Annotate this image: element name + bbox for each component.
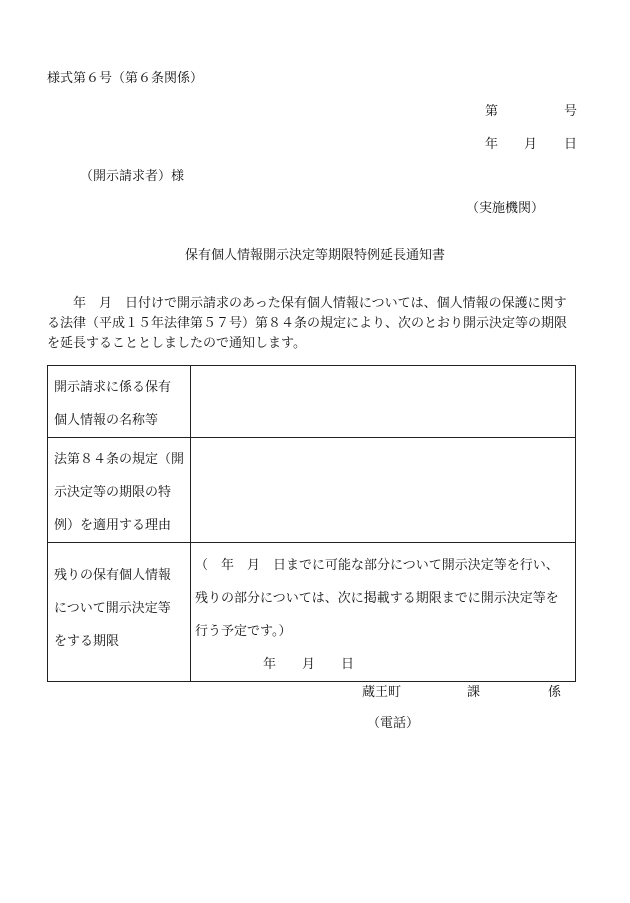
row-label-line: 開示請求に係る保有 xyxy=(54,380,172,395)
form-number-label: 様式第６号（第６条関係） xyxy=(47,71,204,86)
footer-phone: （電話） xyxy=(367,716,420,731)
footer-section: 課 xyxy=(467,685,481,700)
issuing-agency: （実施機関） xyxy=(466,201,545,216)
row-value-line: 行う予定です。） xyxy=(195,624,292,639)
row-label-cell xyxy=(48,366,191,438)
row-label-line: 例）を適用する理由 xyxy=(54,518,172,533)
row-label-cell xyxy=(48,438,191,543)
addressee: （開示請求者）様 xyxy=(80,169,185,184)
date-year: 年 xyxy=(485,137,499,152)
row-value-cell xyxy=(191,366,576,438)
notice-body xyxy=(47,294,583,354)
table-row xyxy=(48,438,576,543)
details-table xyxy=(47,365,576,682)
footer-staff: 係 xyxy=(548,685,562,700)
document-number-suffix: 号 xyxy=(564,104,578,119)
body-line: る法律（平成１５年法律第５７号）第８４条の規定により、次のとおり開示決定等の期限 xyxy=(47,316,568,331)
row-label-line: 個人情報の名称等 xyxy=(54,413,159,428)
row-label-line: 示決定等の期限の特 xyxy=(54,485,172,500)
row-value-cell xyxy=(191,543,576,682)
document-number-prefix: 第 xyxy=(485,104,499,119)
footer-town: 蔵王町 xyxy=(362,685,402,700)
row-label-line: について開示決定等 xyxy=(54,601,171,616)
deadline-date: 年 月 日 xyxy=(263,657,355,672)
table-row xyxy=(48,543,576,682)
row-label-line: をする期限 xyxy=(54,634,120,649)
date-day: 日 xyxy=(564,137,578,152)
body-line: を延長することとしましたので通知します。 xyxy=(47,336,306,351)
row-label-line: 法第８４条の規定（開 xyxy=(54,452,185,467)
row-value-line: 残りの部分については、次に掲載する期限までに開示決定等を xyxy=(195,591,559,606)
table-row xyxy=(48,366,576,438)
row-value-cell xyxy=(191,438,576,543)
row-label-line: 残りの保有個人情報 xyxy=(54,568,172,583)
date-month: 月 xyxy=(524,137,538,152)
row-label-cell xyxy=(48,543,191,682)
document-title: 保有個人情報開示決定等期限特例延長通知書 xyxy=(184,248,445,263)
body-line: 年 月 日付けで開示請求のあった保有個人情報については、個人情報の保護に関す xyxy=(47,296,567,311)
row-value-line: （ 年 月 日までに可能な部分について開示決定等を行い、 xyxy=(195,558,559,573)
